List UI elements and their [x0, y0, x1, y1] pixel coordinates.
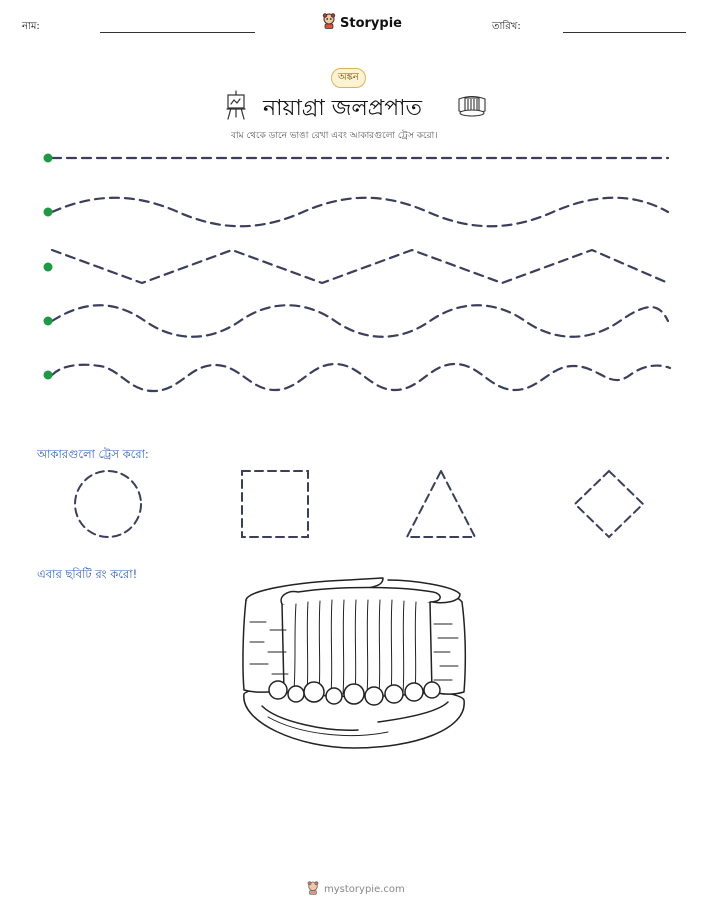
start-dot — [44, 154, 53, 163]
trace-circle[interactable] — [75, 471, 141, 537]
start-dot — [44, 371, 53, 380]
footer-site-link[interactable]: mystorypie.com — [324, 884, 405, 895]
tracing-line-loop[interactable] — [52, 364, 670, 391]
category-badge: অঙ্কন — [331, 68, 366, 88]
trace-square[interactable] — [242, 471, 308, 537]
footer — [307, 881, 405, 898]
waterfall-coloring-picture[interactable] — [238, 572, 470, 750]
brand-name: Storypie — [340, 15, 402, 31]
tracing-lines — [0, 0, 709, 420]
shapes-heading: আকারগুলো ট্রেস করো: — [37, 447, 149, 461]
tracing-line-curve[interactable] — [52, 198, 668, 227]
start-dot — [44, 208, 53, 217]
start-dot — [44, 263, 53, 272]
name-label: নাম: — [22, 21, 40, 32]
trace-diamond[interactable] — [575, 471, 643, 537]
tracing-line-zigzag[interactable] — [52, 250, 668, 283]
storypie-mascot-icon — [307, 881, 319, 898]
trace-shapes — [0, 460, 709, 550]
coloring-heading: এবার ছবিটি রং করো! — [37, 567, 138, 581]
tracing-line-wave[interactable] — [52, 305, 668, 337]
trace-triangle[interactable] — [407, 471, 475, 537]
page-title: নায়াগ্রা জলপ্রপাত — [263, 96, 423, 121]
instruction-text: বাম থেকে ডানে ভাঙা রেখা এবং আকারগুলো ট্রেস করো। — [231, 131, 438, 141]
date-label: তারিখ: — [492, 21, 521, 32]
start-dot — [44, 317, 53, 326]
